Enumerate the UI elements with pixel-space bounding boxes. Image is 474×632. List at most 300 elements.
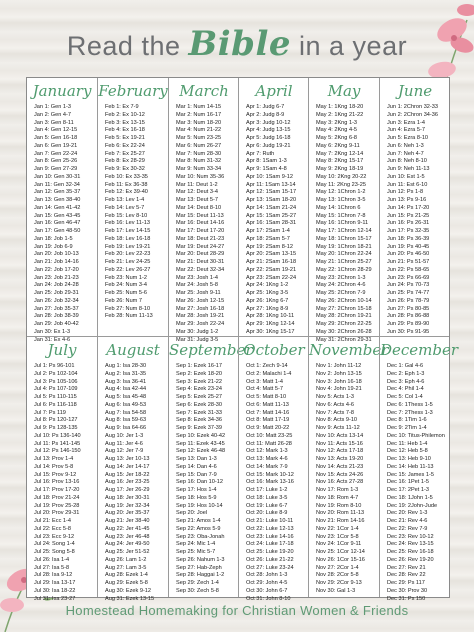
reading-entry: Jul 28: Isa 9-12 [34,572,73,579]
reading-entry: Dec 3: Eph 4-6 [387,378,425,385]
month-column-august [97,337,168,602]
reading-entry: May 15: 1Chron 7-8 [316,212,366,219]
reading-entry: May 23: 2Chron 1-3 [316,274,366,281]
reading-entry: May 27: 2Chron 15-18 [316,305,372,312]
reading-entry: May 28: 2Chron 19-21 [316,313,372,320]
reading-entry: Jul 10: Ps 136-140 [34,432,81,439]
reading-entry: Nov 29: 2Cor 9-13 [316,580,362,586]
reading-entry: Dec 28: Rev 22 [387,572,426,579]
month-column-march [168,78,239,343]
footer-text: Homestead Homemaking for Christian Women & Friends [65,603,409,618]
month-name: June [397,82,433,100]
reading-entry: Nov 19: Rom 8-10 [316,502,362,509]
reading-entry: Jun 1: 2Chron 32-33 [387,104,438,110]
reading-entry: Apr 20: 2Sam 13-15 [246,251,297,258]
reading-entry: Sep 24: Mic 1-4 [176,541,216,548]
reading-entry: Oct 4: Matt 5-7 [246,386,283,393]
reading-entry: Nov 13: Acts 19-20 [316,456,364,462]
reading-entry: Mar 11: Deut 1-2 [176,181,218,188]
month-name: January [32,82,92,100]
reading-entry: May 13: 1Chron 3-5 [316,197,366,203]
reading-entry: Oct 21: Luke 10-11 [246,518,294,524]
reading-entry: May 1: 1Kng 18-20 [316,104,364,110]
reading-entry: Dec 12: Heb 5-8 [387,448,428,455]
reading-entry: Apr 9: 1Sam 4-8 [246,166,287,172]
reading-entry: Jul 8: Ps 120-127 [34,417,78,424]
reading-entry: Feb 18: Lev 16-18 [105,235,151,242]
reading-entry: Aug 3: Isa 36-41 [105,378,147,385]
reading-entry: Dec 14: Heb 11-13 [387,463,434,470]
reading-entry: May 30: 2Chron 26-28 [316,328,372,335]
reading-entry: Nov 11: Acts 15-16 [316,440,363,447]
reading-entry: Nov 24: 1Cor 9-11 [316,541,362,548]
reading-entry: Dec 26: Rev 19-20 [387,556,434,563]
reading-entry: Jul 5: Ps 110-115 [34,394,77,400]
reading-entry: Sep 1: Ezek 16-17 [176,363,223,369]
month-column-january [27,78,97,343]
reading-entry: Jan 24: Job 24-28 [34,282,79,289]
reading-entry: Apr 19: 2Sam 8-12 [246,243,293,250]
reading-entry: Oct 16: Mark 13-16 [246,479,294,486]
month-name: August [106,341,160,359]
reading-entry: Apr 27: 1Kng 8-9 [246,305,289,312]
reading-entry: Nov 5: Acts 1-3 [316,394,354,400]
reading-entry: Nov 14: Acts 21-23 [316,463,364,470]
reading-entry: Feb 5: Ex 19-21 [105,135,145,141]
reading-entry: May 7: 2Kng 12-14 [316,150,364,157]
reading-list [239,104,309,337]
month-name: March [179,82,229,100]
reading-entry: Sep 6: Ezek 28-30 [176,401,223,408]
reading-entry: Mar 30: Judg 1-2 [176,328,219,335]
reading-entry: Jun 6: Neh 1-3 [387,142,424,149]
reading-entry: Sep 4: Ezek 23-24 [176,386,223,393]
reading-entry: Mar 13: Deut 5-7 [176,197,218,203]
reading-entry: Apr 1: Judg 6-7 [246,104,285,110]
reading-entry: Mar 22: Deut 32-34 [176,266,225,273]
reading-entry: Jun 25: Ps 74-77 [387,290,430,296]
reading-entry: Oct 5: Matt 8-10 [246,394,287,400]
reading-entry: Jul 29: Isa 13-17 [34,580,76,586]
reading-entry: Aug 14: Jer 14-17 [105,463,150,470]
reading-list [239,363,309,603]
reading-entry: Apr 30: 1Kng 15-17 [246,328,295,335]
reading-entry: Dec 2: Eph 1-3 [387,370,425,377]
reading-entry: Dec 18: 1John 1-5 [387,494,433,501]
reading-entry: Mar 23: Josh 1-4 [176,274,218,281]
reading-entry: Aug 1: Isa 28-30 [105,363,147,369]
reading-entry: Jun 14: Ps 17-20 [387,204,430,211]
reading-entry: May 9: 2Kng 18-19 [316,166,364,172]
reading-entry: Jul 30: Isa 18-22 [34,587,76,594]
reading-entry: Jan 7: Gen 22-24 [34,150,78,157]
reading-entry: Nov 12: Acts 17-18 [316,448,364,455]
reading-entry: Sep 17: Hos 1-4 [176,487,217,493]
reading-entry: Jan 11: Gen 32-34 [34,181,80,188]
reading-entry: Jan 4: Gen 12-15 [34,127,78,134]
reading-entry: Feb 21: Lev 24-25 [105,259,151,265]
reading-entry: Apr 29: 1Kng 12-14 [246,321,295,327]
reading-entry: Sep 16: Dan 10-12 [176,479,223,486]
reading-entry: Nov 15: Acts 24-26 [316,471,364,478]
reading-entry: Dec 16: 1Pet 1-5 [387,479,429,486]
reading-entry: Sep 3: Ezek 21-22 [176,378,223,385]
reading-entry: Jul 3: Ps 105-106 [34,378,78,385]
reading-entry: Jul 25: Song 5-8 [34,549,75,555]
reading-entry: Jan 6: Gen 19-21 [34,142,78,149]
reading-entry: Jan 15: Gen 43-45 [34,212,81,219]
reading-entry: Jun 24: Ps 70-73 [387,282,430,289]
reading-entry: Feb 20: Lev 22-23 [105,251,151,258]
reading-entry: Sep 20: Joel [176,510,208,517]
reading-entry: May 24: 2Chron 4-6 [316,282,366,289]
reading-entry: Dec 23: Rev 10-12 [387,533,434,540]
reading-entry: Nov 18: Rom 4-7 [316,494,359,501]
reading-entry: Apr 7: Ruth [246,150,275,157]
reading-entry: Aug 17: Jer 26-29 [105,487,150,493]
reading-entry: Feb 17: Lev 14-15 [105,228,151,234]
reading-entry: Oct 26: Luke 21-22 [246,556,294,563]
reading-entry: Jul 6: Ps 116-118 [34,401,77,408]
reading-entry: Jun 12: Ps 1-8 [387,189,424,196]
reading-entry: Jun 30: Ps 91-95 [387,328,430,335]
reading-entry: Apr 11: 1Sam 13-14 [246,181,296,188]
reading-entry: Jan 27: Job 35-37 [34,305,79,312]
reading-entry: Apr 23: 2Sam 22-24 [246,274,297,281]
month-column-april [238,78,309,336]
reading-entry: Aug 10: Jer 1-3 [105,432,144,439]
reading-entry: Jan 23: Job 21-23 [34,274,79,281]
page-title [0,24,474,74]
reading-entry: Sep 15: Dan 7-9 [176,471,217,478]
reading-entry: Dec 25: Rev 16-18 [387,549,434,555]
reading-entry: Jan 2: Gen 4-7 [34,111,72,118]
reading-entry: Mar 5: Num 23-25 [176,135,222,141]
reading-entry: Aug 4: Isa 42-44 [105,386,147,393]
reading-entry: Nov 10: Acts 13-14 [316,432,364,439]
reading-entry: Oct 2: Malachi 1-4 [246,370,292,377]
reading-entry: Jan 1: Gen 1-3 [34,104,72,110]
reading-entry: Jul 12: Ps 146-150 [34,448,81,455]
reading-entry: Mar 20: Deut 28-29 [176,251,225,258]
month-column-december [379,337,459,602]
reading-entry: May 25: 2Chron 7-9 [316,290,366,296]
reading-entry: Jan 19: Job 6-9 [34,243,73,250]
reading-entry: Aug 11: Jer 4-6 [105,440,143,447]
reading-entry: Nov 1: John 11-12 [316,363,362,369]
reading-entry: Feb 22: Lev 26-27 [105,266,151,273]
reading-entry: Nov 17: Rom 1-3 [316,487,359,493]
reading-entry: Dec 27: Rev 21 [387,564,426,571]
reading-entry: May 12: 1Chron 1-2 [316,189,366,196]
reading-entry: Jun 28: Ps 86-88 [387,313,430,320]
reading-entry: Oct 31: John 8-10 [246,595,291,602]
reading-entry: Nov 3: John 16-18 [316,378,362,385]
reading-entry: Jun 21: Ps 51-57 [387,259,430,265]
reading-entry: Oct 10: Matt 23-25 [246,432,293,439]
reading-entry: Jun 8: Neh 8-10 [387,158,427,165]
reading-list [98,104,168,321]
reading-entry: Sep 2: Ezek 18-20 [176,370,223,377]
reading-entry: Jun 10: Est 1-5 [387,173,425,180]
reading-entry: Oct 24: Luke 17-18 [246,541,294,548]
reading-entry: Jul 21: Ecc 1-4 [34,518,71,524]
reading-entry: Jul 26: Isa 1-4 [34,556,70,563]
reading-entry: Feb 8: Ex 28-29 [105,158,145,165]
reading-entry: Mar 15: Deut 11-13 [176,212,224,219]
reading-entry: Mar 4: Num 21-22 [176,127,222,134]
reading-entry: Jun 17: Ps 32-35 [387,228,430,234]
reading-entry: Apr 22: 2Sam 19-21 [246,266,297,273]
reading-plan-board [26,77,459,602]
reading-entry: Jan 21: Job 14-16 [34,259,79,265]
reading-entry: Jan 10: Gen 30-31 [34,173,81,180]
reading-entry: Jun 13: Ps 9-16 [387,197,427,203]
reading-entry: Aug 21: Jer 38-40 [105,518,150,524]
reading-entry: May 6: 2Kng 9-11 [316,142,360,149]
reading-entry: Mar 14: Deut 8-10 [176,204,222,211]
reading-entry: Jun 20: Ps 46-50 [387,251,430,258]
reading-entry: Aug 26: Lam 1-2 [105,556,147,563]
reading-entry: Aug 31: Ezek 13-15 [105,595,155,602]
month-name: October [243,341,305,359]
reading-entry: Jan 8: Gen 25-26 [34,158,78,165]
reading-entry: Jul 14: Prov 5-8 [34,463,74,470]
reading-entry: Oct 20: Luke 8-9 [246,510,288,517]
month-name: April [255,82,293,100]
reading-entry: Feb 25: Num 5-6 [105,290,147,296]
reading-entry: Sep 28: Haggai 1-2 [176,572,225,579]
reading-entry: Feb 26: Num 7 [105,297,142,304]
reading-entry: Feb 10: Ex 33-35 [105,173,148,180]
reading-entry: Nov 27: 2Cor 1-4 [316,564,359,571]
reading-entry: Jun 5: Ezra 8-10 [387,135,429,141]
reading-entry: Mar 27: Josh 16-18 [176,305,225,312]
reading-entry: Nov 28: 2Cor 5-8 [316,572,359,579]
reading-entry: Jul 18: Prov 21-24 [34,494,80,501]
reading-entry: Jan 22: Job 17-20 [34,266,79,273]
reading-entry: May 26: 2Chron 10-14 [316,297,372,304]
reading-entry: Jan 5: Gen 16-18 [34,135,78,141]
reading-entry: Jul 2: Ps 102-104 [34,370,78,377]
reading-entry: Dec 30: Prov 30 [387,587,428,594]
reading-entry: Jan 26: Job 32-34 [34,297,79,304]
reading-entry: Sep 7: Ezek 31-33 [176,409,223,416]
reading-entry: Feb 27: Num 8-10 [105,305,151,312]
reading-entry: Sep 11: Ezek 43-45 [176,440,225,447]
reading-entry: Jul 22: Ecc 5-8 [34,525,71,532]
reading-entry: Sep 8: Ezek 34-36 [176,417,223,424]
reading-entry: Feb 2: Ex 10-12 [105,111,145,118]
reading-entry: Sep 19: Hos 10-14 [176,502,223,509]
reading-entry: Apr 2: Judg 8-9 [246,111,285,118]
reading-entry: May 17: 1Chron 12-14 [316,228,372,234]
reading-entry: Mar 28: Josh 19-21 [176,313,225,320]
month-name: May [327,82,361,100]
reading-entry: Oct 28: John 1-3 [246,572,288,579]
reading-list [309,104,379,344]
reading-entry: Oct 1: Zech 9-14 [246,363,288,369]
reading-entry: Aug 20: Jer 35-37 [105,510,150,517]
reading-entry: Dec 5: Col 1-4 [387,394,423,400]
reading-entry: Apr 21: 2Sam 16-18 [246,259,297,265]
reading-entry: Jul 16: Prov 13-16 [34,479,80,486]
reading-entry: Oct 3: Matt 1-4 [246,378,283,385]
month-column-october [238,337,309,602]
reading-entry: May 8: 2Kng 15-17 [316,158,364,165]
reading-entry: Mar 6: Num 26-27 [176,142,222,149]
reading-entry: Mar 31: Judg 3-5 [176,336,219,343]
reading-entry: Mar 19: Deut 24-27 [176,243,225,250]
reading-entry: Oct 25: Luke 19-20 [246,549,294,555]
reading-entry: Oct 6: Matt 11-13 [246,401,289,408]
reading-entry: Jul 15: Prov 9-12 [34,471,77,478]
reading-entry: Jan 12: Gen 35-37 [34,189,81,196]
reading-entry: Dec 13: Heb 9-10 [387,456,431,462]
reading-entry: Aug 23: Jer 46-48 [105,533,150,540]
reading-entry: Dec 20: Rev 1-3 [387,510,428,517]
month-name: December [380,341,459,359]
reading-entry: Feb 11: Ex 36-38 [105,181,148,188]
reading-entry: Nov 9: Acts 11-12 [316,425,360,431]
reading-entry: Feb 19: Lev 19-21 [105,243,151,250]
reading-entry: Jun 15: Ps 21-25 [387,212,430,219]
reading-entry: Nov 4: John 19-21 [316,386,362,393]
reading-entry: Jul 11: Ps 141-145 [34,440,81,447]
reading-entry: Jan 9: Gen 27-29 [34,166,78,172]
reading-entry: Jun 18: Ps 36-39 [387,235,430,242]
reading-entry: May 31: 2Chron 29-31 [316,336,372,343]
reading-entry: Mar 26: Josh 12-15 [176,297,225,304]
month-column-june [379,78,450,336]
reading-entry: Sep 23: Oba-Jonah [176,533,225,540]
reading-entry: Dec 11: Heb 1-4 [387,440,428,447]
reading-entry: May 14: 1Chron 6 [316,204,361,211]
month-column-july [27,337,97,602]
reading-entry: Sep 27: Hab-Zeph [176,564,222,571]
reading-entry: Apr 10: 1Sam 9-12 [246,173,293,180]
reading-entry: Aug 7: Isa 54-58 [105,409,147,416]
reading-entry: Mar 8: Num 31-32 [176,158,222,165]
reading-entry: Oct 23: Luke 14-16 [246,533,294,540]
reading-entry: Sep 9: Ezek 37-39 [176,425,223,431]
reading-entry: Jun 7: Neh 4-7 [387,150,424,157]
reading-entry: Apr 17: 2Sam 1-4 [246,228,290,234]
month-column-may [308,78,379,343]
reading-entry: May 20: 1Chron 22-24 [316,251,372,258]
reading-entry: Jul 7: Ps 119 [34,409,66,416]
reading-entry: Dec 7: 2Thess 1-3 [387,409,433,416]
reading-entry: Feb 16: Lev 11-13 [105,220,150,227]
reading-entry: Apr 15: 1Sam 25-27 [246,212,297,219]
reading-entry: Oct 22: Luke 12-13 [246,525,294,532]
reading-entry: Jul 24: Song 1-4 [34,541,75,548]
reading-entry: Mar 2: Num 16-17 [176,111,222,118]
reading-entry: Jul 27: Isa 5-8 [34,564,70,571]
reading-entry: Oct 19: Luke 6-7 [246,502,288,509]
reading-entry: Nov 8: Acts 9-10 [316,417,358,424]
reading-entry: Aug 8: Isa 59-63 [105,417,147,424]
month-column-february [97,78,168,336]
reading-entry: May 22: 1Chron 28-29 [316,266,372,273]
reading-entry: Mar 18: Deut 21-23 [176,235,225,242]
reading-entry: Oct 29: John 4-5 [246,580,288,586]
reading-entry: Nov 6: Acts 4-6 [316,401,354,408]
reading-entry: May 29: 2Chron 22-25 [316,321,372,327]
reading-entry: May 2: 1Kng 21-22 [316,111,364,118]
reading-entry: Mar 1: Num 14-15 [176,104,222,110]
month-column-september [168,337,253,597]
reading-entry: Jun 19: Ps 40-45 [387,243,430,250]
reading-entry: Nov 22: 1Cor 1-4 [316,525,359,532]
reading-entry: Dec 1: Gal 4-6 [387,363,424,369]
month-name: November [309,341,389,359]
reading-entry: Feb 13: Lev 1-4 [105,197,145,203]
reading-entry: Apr 6: Judg 19-21 [246,142,291,149]
reading-entry: Mar 10: Num 35-36 [176,173,225,180]
reading-entry: May 21: 1Chron 25-27 [316,259,372,265]
reading-entry: Jan 14: Gen 41-42 [34,204,81,211]
reading-entry: Aug 18: Jer 30-31 [105,494,150,501]
reading-entry: Dec 15: James 1-5 [387,471,434,478]
reading-entry: Feb 1: Ex 7-9 [105,104,139,110]
reading-entry: Mar 3: Num 18-20 [176,119,222,126]
reading-entry: Sep 25: Mic 5-7 [176,549,216,555]
reading-entry: Jul 4: Ps 107-109 [34,386,78,393]
reading-entry: Dec 21: Rev 4-6 [387,518,428,524]
reading-entry: Aug 22: Jer 41-45 [105,525,150,532]
reading-entry: Feb 28: Num 11-13 [105,313,153,320]
reading-entry: Mar 25: Josh 9-11 [176,290,221,296]
reading-entry: Sep 5: Ezek 25-27 [176,394,223,400]
reading-entry: Aug 27: Lam 3-5 [105,564,147,571]
reading-entry: Dec 22: Rev 7-9 [387,525,428,532]
reading-entry: Oct 7: Matt 14-16 [246,409,290,416]
reading-entry: Sep 10: Ezek 40-42 [176,432,226,439]
reading-entry: Nov 2: John 13-15 [316,370,362,377]
reading-list [380,104,450,337]
reading-entry: Apr 3: Judg 10-12 [246,119,291,126]
reading-entry: Oct 11: Matt 26-28 [246,440,292,447]
reading-entry: Apr 25: 1Kng 3-5 [246,290,289,296]
reading-entry: Jan 28: Job 38-39 [34,313,79,320]
reading-entry: Jan 31: Ex 4-6 [34,336,71,343]
reading-entry: Aug 29: Ezek 5-8 [105,580,148,586]
reading-list [380,363,450,603]
reading-entry: Aug 15: Jer 18-22 [105,471,150,478]
reading-entry: Mar 7: Num 28-30 [176,150,222,157]
reading-entry: Apr 18: 2Sam 5-7 [246,235,290,242]
reading-entry: Nov 16: Acts 27-28 [316,479,364,486]
reading-entry: Oct 17: Luke 1-2 [246,487,288,493]
reading-entry: Apr 28: 1Kng 10-11 [246,313,295,320]
reading-entry: Dec 8: 1Tim 1-6 [387,417,427,424]
reading-entry: Apr 8: 1Sam 1-3 [246,158,287,165]
reading-entry: Jan 16: Gen 46-47 [34,220,81,227]
reading-entry: Apr 13: 1Sam 18-20 [246,197,297,203]
reading-entry: Oct 18: Luke 3-5 [246,494,288,501]
reading-entry: Jul 31: Isa 23-27 [34,595,76,602]
reading-entry: Feb 24: Num 3-4 [105,282,147,289]
reading-entry: Jun 27: Ps 80-85 [387,305,430,312]
reading-entry: Mar 12: Deut 3-4 [176,189,218,196]
reading-entry: Dec 17: 2Pet 1-3 [387,487,429,493]
reading-entry: Feb 14: Lev 5-7 [105,204,145,211]
reading-entry: Jul 19: Prov 25-28 [34,502,80,509]
reading-entry: Jun 26: Ps 78-79 [387,297,430,304]
reading-entry: Jan 13: Gen 38-40 [34,197,81,203]
reading-entry: Sep 18: Hos 5-9 [176,494,217,501]
